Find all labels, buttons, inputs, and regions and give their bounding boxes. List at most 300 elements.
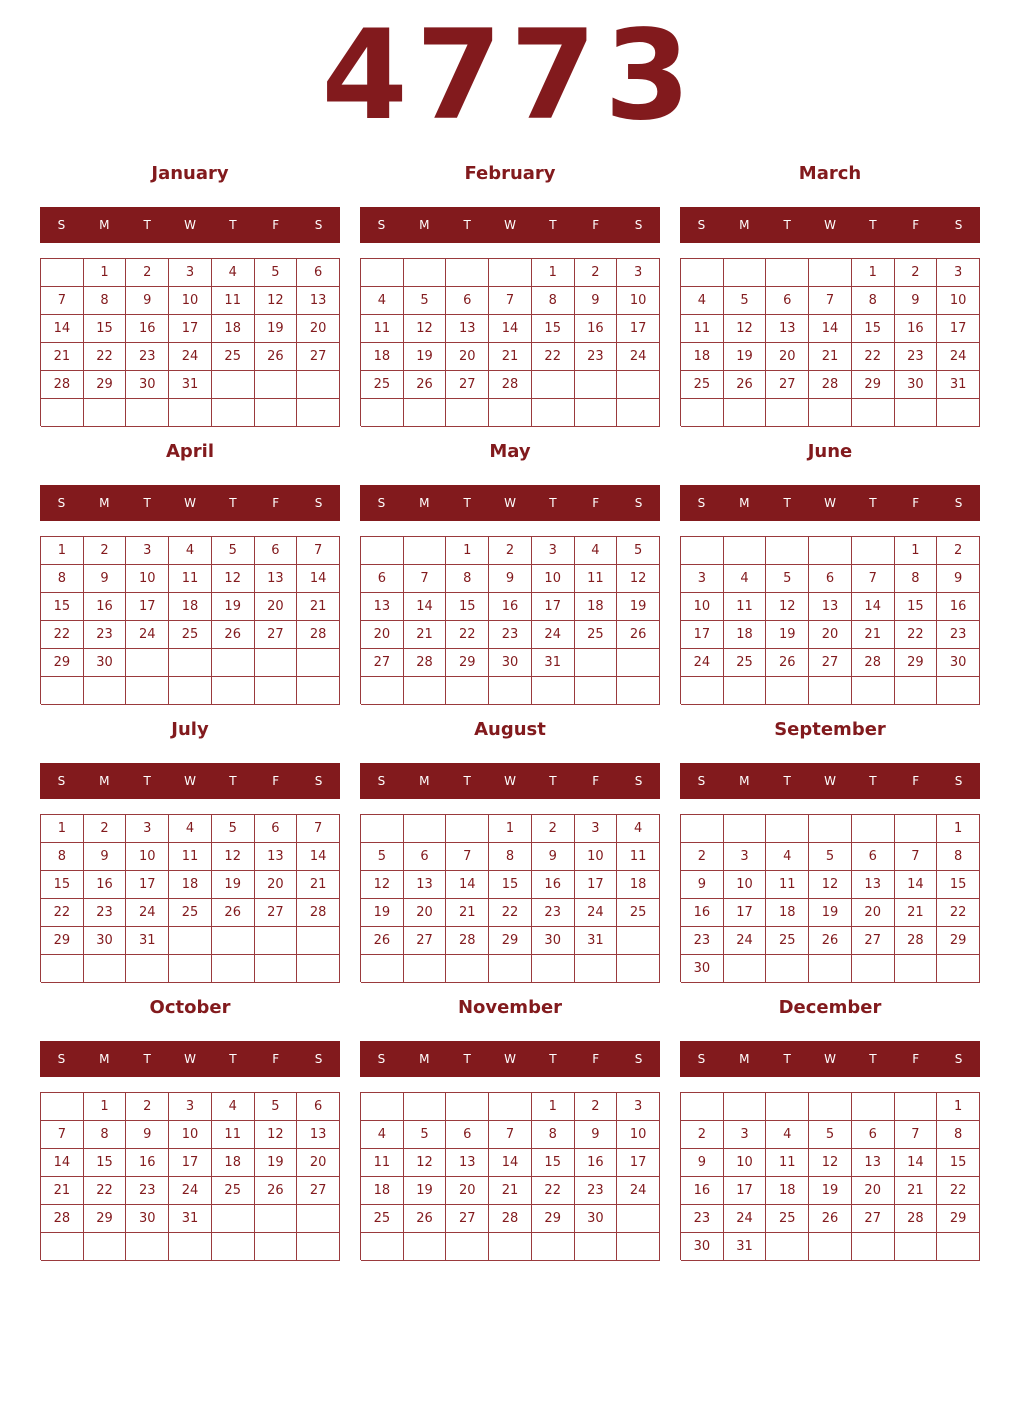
day-cell[interactable]: 1: [937, 1093, 980, 1121]
day-cell[interactable]: 31: [169, 1205, 212, 1233]
day-cell[interactable]: 19: [404, 1177, 447, 1205]
day-cell[interactable]: 30: [126, 371, 169, 399]
day-cell[interactable]: 12: [212, 843, 255, 871]
day-cell[interactable]: 26: [617, 621, 660, 649]
day-cell[interactable]: 8: [41, 565, 84, 593]
day-cell[interactable]: 21: [41, 343, 84, 371]
day-cell[interactable]: 20: [255, 871, 298, 899]
day-cell[interactable]: 15: [532, 315, 575, 343]
day-cell[interactable]: 27: [446, 1205, 489, 1233]
day-cell[interactable]: 25: [681, 371, 724, 399]
day-cell[interactable]: 22: [852, 343, 895, 371]
day-cell[interactable]: 20: [852, 899, 895, 927]
day-cell[interactable]: 28: [895, 927, 938, 955]
day-cell[interactable]: 4: [212, 1093, 255, 1121]
day-cell[interactable]: 2: [489, 537, 532, 565]
day-cell[interactable]: 8: [532, 1121, 575, 1149]
day-cell[interactable]: 23: [84, 899, 127, 927]
day-cell[interactable]: 5: [212, 537, 255, 565]
day-cell[interactable]: 19: [809, 899, 852, 927]
day-cell[interactable]: 18: [212, 315, 255, 343]
day-cell[interactable]: 27: [852, 1205, 895, 1233]
day-cell[interactable]: 19: [212, 871, 255, 899]
day-cell[interactable]: 1: [84, 259, 127, 287]
day-cell[interactable]: 11: [169, 565, 212, 593]
day-cell[interactable]: 24: [575, 899, 618, 927]
day-cell[interactable]: 3: [724, 843, 767, 871]
day-cell[interactable]: 22: [532, 1177, 575, 1205]
day-cell[interactable]: 27: [404, 927, 447, 955]
day-cell[interactable]: 14: [297, 843, 340, 871]
day-cell[interactable]: 10: [126, 565, 169, 593]
day-cell[interactable]: 6: [809, 565, 852, 593]
day-cell[interactable]: 9: [575, 1121, 618, 1149]
day-cell[interactable]: 12: [617, 565, 660, 593]
day-cell[interactable]: 9: [126, 1121, 169, 1149]
day-cell[interactable]: 29: [895, 649, 938, 677]
day-cell[interactable]: 2: [575, 1093, 618, 1121]
day-cell[interactable]: 12: [404, 315, 447, 343]
day-cell[interactable]: 12: [809, 1149, 852, 1177]
day-cell[interactable]: 24: [169, 343, 212, 371]
day-cell[interactable]: 4: [766, 843, 809, 871]
day-cell[interactable]: 3: [724, 1121, 767, 1149]
day-cell[interactable]: 16: [895, 315, 938, 343]
day-cell[interactable]: 11: [169, 843, 212, 871]
day-cell[interactable]: 10: [617, 1121, 660, 1149]
day-cell[interactable]: 14: [852, 593, 895, 621]
day-cell[interactable]: 16: [532, 871, 575, 899]
day-cell[interactable]: 9: [532, 843, 575, 871]
day-cell[interactable]: 29: [489, 927, 532, 955]
day-cell[interactable]: 13: [766, 315, 809, 343]
day-cell[interactable]: 1: [895, 537, 938, 565]
day-cell[interactable]: 24: [681, 649, 724, 677]
day-cell[interactable]: 20: [361, 621, 404, 649]
day-cell[interactable]: 20: [446, 1177, 489, 1205]
day-cell[interactable]: 25: [212, 343, 255, 371]
day-cell[interactable]: 8: [937, 1121, 980, 1149]
day-cell[interactable]: 15: [852, 315, 895, 343]
day-cell[interactable]: 15: [41, 871, 84, 899]
day-cell[interactable]: 11: [724, 593, 767, 621]
day-cell[interactable]: 30: [532, 927, 575, 955]
day-cell[interactable]: 22: [84, 1177, 127, 1205]
day-cell[interactable]: 6: [361, 565, 404, 593]
day-cell[interactable]: 20: [446, 343, 489, 371]
day-cell[interactable]: 21: [809, 343, 852, 371]
day-cell[interactable]: 23: [895, 343, 938, 371]
day-cell[interactable]: 6: [446, 287, 489, 315]
day-cell[interactable]: 31: [126, 927, 169, 955]
day-cell[interactable]: 8: [532, 287, 575, 315]
day-cell[interactable]: 18: [617, 871, 660, 899]
day-cell[interactable]: 23: [126, 343, 169, 371]
day-cell[interactable]: 21: [41, 1177, 84, 1205]
day-cell[interactable]: 25: [169, 621, 212, 649]
day-cell[interactable]: 6: [766, 287, 809, 315]
day-cell[interactable]: 1: [489, 815, 532, 843]
day-cell[interactable]: 17: [937, 315, 980, 343]
day-cell[interactable]: 14: [41, 1149, 84, 1177]
day-cell[interactable]: 29: [446, 649, 489, 677]
day-cell[interactable]: 17: [617, 315, 660, 343]
day-cell[interactable]: 6: [852, 1121, 895, 1149]
day-cell[interactable]: 5: [809, 843, 852, 871]
day-cell[interactable]: 16: [937, 593, 980, 621]
day-cell[interactable]: 9: [895, 287, 938, 315]
day-cell[interactable]: 12: [361, 871, 404, 899]
day-cell[interactable]: 28: [41, 1205, 84, 1233]
day-cell[interactable]: 8: [852, 287, 895, 315]
day-cell[interactable]: 1: [41, 815, 84, 843]
day-cell[interactable]: 7: [41, 1121, 84, 1149]
day-cell[interactable]: 11: [766, 1149, 809, 1177]
day-cell[interactable]: 4: [617, 815, 660, 843]
day-cell[interactable]: 9: [489, 565, 532, 593]
day-cell[interactable]: 18: [681, 343, 724, 371]
day-cell[interactable]: 22: [446, 621, 489, 649]
day-cell[interactable]: 10: [617, 287, 660, 315]
day-cell[interactable]: 26: [212, 621, 255, 649]
day-cell[interactable]: 2: [937, 537, 980, 565]
day-cell[interactable]: 13: [361, 593, 404, 621]
day-cell[interactable]: 14: [489, 1149, 532, 1177]
day-cell[interactable]: 29: [852, 371, 895, 399]
day-cell[interactable]: 28: [809, 371, 852, 399]
day-cell[interactable]: 10: [532, 565, 575, 593]
day-cell[interactable]: 16: [489, 593, 532, 621]
day-cell[interactable]: 17: [126, 593, 169, 621]
day-cell[interactable]: 8: [446, 565, 489, 593]
day-cell[interactable]: 31: [724, 1233, 767, 1261]
day-cell[interactable]: 6: [297, 1093, 340, 1121]
day-cell[interactable]: 29: [41, 649, 84, 677]
day-cell[interactable]: 18: [169, 871, 212, 899]
day-cell[interactable]: 2: [126, 259, 169, 287]
day-cell[interactable]: 28: [297, 621, 340, 649]
day-cell[interactable]: 31: [575, 927, 618, 955]
day-cell[interactable]: 14: [404, 593, 447, 621]
day-cell[interactable]: 18: [361, 343, 404, 371]
day-cell[interactable]: 29: [937, 1205, 980, 1233]
day-cell[interactable]: 8: [895, 565, 938, 593]
day-cell[interactable]: 15: [532, 1149, 575, 1177]
day-cell[interactable]: 22: [532, 343, 575, 371]
day-cell[interactable]: 13: [297, 1121, 340, 1149]
day-cell[interactable]: 28: [489, 1205, 532, 1233]
day-cell[interactable]: 20: [404, 899, 447, 927]
day-cell[interactable]: 21: [895, 1177, 938, 1205]
day-cell[interactable]: 20: [852, 1177, 895, 1205]
day-cell[interactable]: 27: [361, 649, 404, 677]
day-cell[interactable]: 3: [575, 815, 618, 843]
day-cell[interactable]: 28: [446, 927, 489, 955]
day-cell[interactable]: 12: [809, 871, 852, 899]
day-cell[interactable]: 14: [41, 315, 84, 343]
day-cell[interactable]: 13: [446, 315, 489, 343]
day-cell[interactable]: 16: [681, 899, 724, 927]
day-cell[interactable]: 26: [404, 371, 447, 399]
day-cell[interactable]: 25: [212, 1177, 255, 1205]
day-cell[interactable]: 21: [297, 593, 340, 621]
day-cell[interactable]: 8: [84, 1121, 127, 1149]
day-cell[interactable]: 3: [532, 537, 575, 565]
day-cell[interactable]: 9: [681, 871, 724, 899]
day-cell[interactable]: 6: [404, 843, 447, 871]
day-cell[interactable]: 12: [255, 287, 298, 315]
day-cell[interactable]: 17: [681, 621, 724, 649]
day-cell[interactable]: 16: [681, 1177, 724, 1205]
day-cell[interactable]: 25: [361, 1205, 404, 1233]
day-cell[interactable]: 31: [937, 371, 980, 399]
day-cell[interactable]: 2: [84, 815, 127, 843]
day-cell[interactable]: 22: [41, 899, 84, 927]
day-cell[interactable]: 31: [169, 371, 212, 399]
day-cell[interactable]: 24: [617, 1177, 660, 1205]
day-cell[interactable]: 7: [895, 1121, 938, 1149]
day-cell[interactable]: 11: [766, 871, 809, 899]
day-cell[interactable]: 23: [575, 1177, 618, 1205]
day-cell[interactable]: 1: [446, 537, 489, 565]
day-cell[interactable]: 18: [724, 621, 767, 649]
day-cell[interactable]: 27: [446, 371, 489, 399]
day-cell[interactable]: 7: [404, 565, 447, 593]
day-cell[interactable]: 13: [852, 1149, 895, 1177]
day-cell[interactable]: 22: [84, 343, 127, 371]
day-cell[interactable]: 2: [681, 843, 724, 871]
day-cell[interactable]: 2: [895, 259, 938, 287]
day-cell[interactable]: 10: [169, 287, 212, 315]
day-cell[interactable]: 21: [297, 871, 340, 899]
day-cell[interactable]: 17: [575, 871, 618, 899]
day-cell[interactable]: 31: [532, 649, 575, 677]
day-cell[interactable]: 4: [766, 1121, 809, 1149]
day-cell[interactable]: 24: [169, 1177, 212, 1205]
day-cell[interactable]: 29: [41, 927, 84, 955]
day-cell[interactable]: 6: [255, 537, 298, 565]
day-cell[interactable]: 7: [41, 287, 84, 315]
day-cell[interactable]: 22: [41, 621, 84, 649]
day-cell[interactable]: 5: [212, 815, 255, 843]
day-cell[interactable]: 5: [617, 537, 660, 565]
day-cell[interactable]: 14: [489, 315, 532, 343]
day-cell[interactable]: 1: [532, 1093, 575, 1121]
day-cell[interactable]: 7: [809, 287, 852, 315]
day-cell[interactable]: 23: [937, 621, 980, 649]
day-cell[interactable]: 5: [724, 287, 767, 315]
day-cell[interactable]: 4: [681, 287, 724, 315]
day-cell[interactable]: 17: [169, 315, 212, 343]
day-cell[interactable]: 21: [852, 621, 895, 649]
day-cell[interactable]: 17: [169, 1149, 212, 1177]
day-cell[interactable]: 9: [937, 565, 980, 593]
day-cell[interactable]: 27: [766, 371, 809, 399]
day-cell[interactable]: 5: [404, 1121, 447, 1149]
day-cell[interactable]: 18: [766, 1177, 809, 1205]
day-cell[interactable]: 19: [404, 343, 447, 371]
day-cell[interactable]: 11: [617, 843, 660, 871]
day-cell[interactable]: 5: [255, 259, 298, 287]
day-cell[interactable]: 28: [895, 1205, 938, 1233]
day-cell[interactable]: 27: [809, 649, 852, 677]
day-cell[interactable]: 19: [724, 343, 767, 371]
day-cell[interactable]: 4: [169, 815, 212, 843]
day-cell[interactable]: 3: [169, 1093, 212, 1121]
day-cell[interactable]: 24: [724, 927, 767, 955]
day-cell[interactable]: 9: [84, 565, 127, 593]
day-cell[interactable]: 30: [895, 371, 938, 399]
day-cell[interactable]: 11: [361, 1149, 404, 1177]
day-cell[interactable]: 9: [575, 287, 618, 315]
day-cell[interactable]: 21: [895, 899, 938, 927]
day-cell[interactable]: 1: [852, 259, 895, 287]
day-cell[interactable]: 3: [617, 259, 660, 287]
day-cell[interactable]: 17: [126, 871, 169, 899]
day-cell[interactable]: 30: [575, 1205, 618, 1233]
day-cell[interactable]: 16: [84, 871, 127, 899]
day-cell[interactable]: 23: [681, 927, 724, 955]
day-cell[interactable]: 22: [489, 899, 532, 927]
day-cell[interactable]: 30: [126, 1205, 169, 1233]
day-cell[interactable]: 10: [724, 871, 767, 899]
day-cell[interactable]: 23: [575, 343, 618, 371]
day-cell[interactable]: 23: [489, 621, 532, 649]
day-cell[interactable]: 29: [937, 927, 980, 955]
day-cell[interactable]: 12: [255, 1121, 298, 1149]
day-cell[interactable]: 26: [766, 649, 809, 677]
day-cell[interactable]: 6: [255, 815, 298, 843]
day-cell[interactable]: 17: [617, 1149, 660, 1177]
day-cell[interactable]: 24: [126, 621, 169, 649]
day-cell[interactable]: 10: [724, 1149, 767, 1177]
day-cell[interactable]: 9: [681, 1149, 724, 1177]
day-cell[interactable]: 3: [937, 259, 980, 287]
day-cell[interactable]: 27: [852, 927, 895, 955]
day-cell[interactable]: 30: [84, 927, 127, 955]
day-cell[interactable]: 9: [84, 843, 127, 871]
day-cell[interactable]: 24: [937, 343, 980, 371]
day-cell[interactable]: 5: [255, 1093, 298, 1121]
day-cell[interactable]: 13: [809, 593, 852, 621]
day-cell[interactable]: 15: [895, 593, 938, 621]
day-cell[interactable]: 4: [361, 287, 404, 315]
day-cell[interactable]: 12: [404, 1149, 447, 1177]
day-cell[interactable]: 19: [766, 621, 809, 649]
day-cell[interactable]: 24: [617, 343, 660, 371]
day-cell[interactable]: 4: [575, 537, 618, 565]
day-cell[interactable]: 13: [404, 871, 447, 899]
day-cell[interactable]: 8: [937, 843, 980, 871]
day-cell[interactable]: 10: [937, 287, 980, 315]
day-cell[interactable]: 2: [575, 259, 618, 287]
day-cell[interactable]: 3: [617, 1093, 660, 1121]
day-cell[interactable]: 22: [895, 621, 938, 649]
day-cell[interactable]: 9: [126, 287, 169, 315]
day-cell[interactable]: 22: [937, 1177, 980, 1205]
day-cell[interactable]: 5: [361, 843, 404, 871]
day-cell[interactable]: 23: [532, 899, 575, 927]
day-cell[interactable]: 14: [895, 871, 938, 899]
day-cell[interactable]: 11: [361, 315, 404, 343]
day-cell[interactable]: 10: [681, 593, 724, 621]
day-cell[interactable]: 2: [126, 1093, 169, 1121]
day-cell[interactable]: 27: [297, 1177, 340, 1205]
day-cell[interactable]: 16: [84, 593, 127, 621]
day-cell[interactable]: 29: [532, 1205, 575, 1233]
day-cell[interactable]: 21: [489, 1177, 532, 1205]
day-cell[interactable]: 5: [809, 1121, 852, 1149]
day-cell[interactable]: 24: [724, 1205, 767, 1233]
day-cell[interactable]: 7: [895, 843, 938, 871]
day-cell[interactable]: 1: [937, 815, 980, 843]
day-cell[interactable]: 25: [169, 899, 212, 927]
day-cell[interactable]: 7: [489, 1121, 532, 1149]
day-cell[interactable]: 1: [41, 537, 84, 565]
day-cell[interactable]: 23: [681, 1205, 724, 1233]
day-cell[interactable]: 17: [724, 1177, 767, 1205]
day-cell[interactable]: 26: [404, 1205, 447, 1233]
day-cell[interactable]: 12: [766, 593, 809, 621]
day-cell[interactable]: 11: [212, 1121, 255, 1149]
day-cell[interactable]: 26: [809, 927, 852, 955]
day-cell[interactable]: 4: [169, 537, 212, 565]
day-cell[interactable]: 11: [575, 565, 618, 593]
day-cell[interactable]: 28: [41, 371, 84, 399]
day-cell[interactable]: 15: [84, 1149, 127, 1177]
day-cell[interactable]: 20: [255, 593, 298, 621]
day-cell[interactable]: 17: [724, 899, 767, 927]
day-cell[interactable]: 2: [532, 815, 575, 843]
day-cell[interactable]: 20: [297, 315, 340, 343]
day-cell[interactable]: 6: [852, 843, 895, 871]
day-cell[interactable]: 29: [84, 1205, 127, 1233]
day-cell[interactable]: 29: [84, 371, 127, 399]
day-cell[interactable]: 10: [169, 1121, 212, 1149]
day-cell[interactable]: 30: [681, 955, 724, 983]
day-cell[interactable]: 15: [446, 593, 489, 621]
day-cell[interactable]: 18: [766, 899, 809, 927]
day-cell[interactable]: 21: [446, 899, 489, 927]
day-cell[interactable]: 30: [489, 649, 532, 677]
day-cell[interactable]: 13: [297, 287, 340, 315]
day-cell[interactable]: 6: [297, 259, 340, 287]
day-cell[interactable]: 21: [404, 621, 447, 649]
day-cell[interactable]: 15: [41, 593, 84, 621]
day-cell[interactable]: 14: [809, 315, 852, 343]
day-cell[interactable]: 7: [297, 537, 340, 565]
day-cell[interactable]: 19: [212, 593, 255, 621]
day-cell[interactable]: 5: [766, 565, 809, 593]
day-cell[interactable]: 19: [255, 1149, 298, 1177]
day-cell[interactable]: 3: [126, 815, 169, 843]
day-cell[interactable]: 12: [724, 315, 767, 343]
day-cell[interactable]: 20: [766, 343, 809, 371]
day-cell[interactable]: 21: [489, 343, 532, 371]
day-cell[interactable]: 30: [84, 649, 127, 677]
day-cell[interactable]: 16: [126, 315, 169, 343]
day-cell[interactable]: 18: [575, 593, 618, 621]
day-cell[interactable]: 19: [809, 1177, 852, 1205]
day-cell[interactable]: 4: [724, 565, 767, 593]
day-cell[interactable]: 2: [84, 537, 127, 565]
day-cell[interactable]: 14: [446, 871, 489, 899]
day-cell[interactable]: 20: [809, 621, 852, 649]
day-cell[interactable]: 5: [404, 287, 447, 315]
day-cell[interactable]: 10: [126, 843, 169, 871]
day-cell[interactable]: 11: [681, 315, 724, 343]
day-cell[interactable]: 26: [255, 1177, 298, 1205]
